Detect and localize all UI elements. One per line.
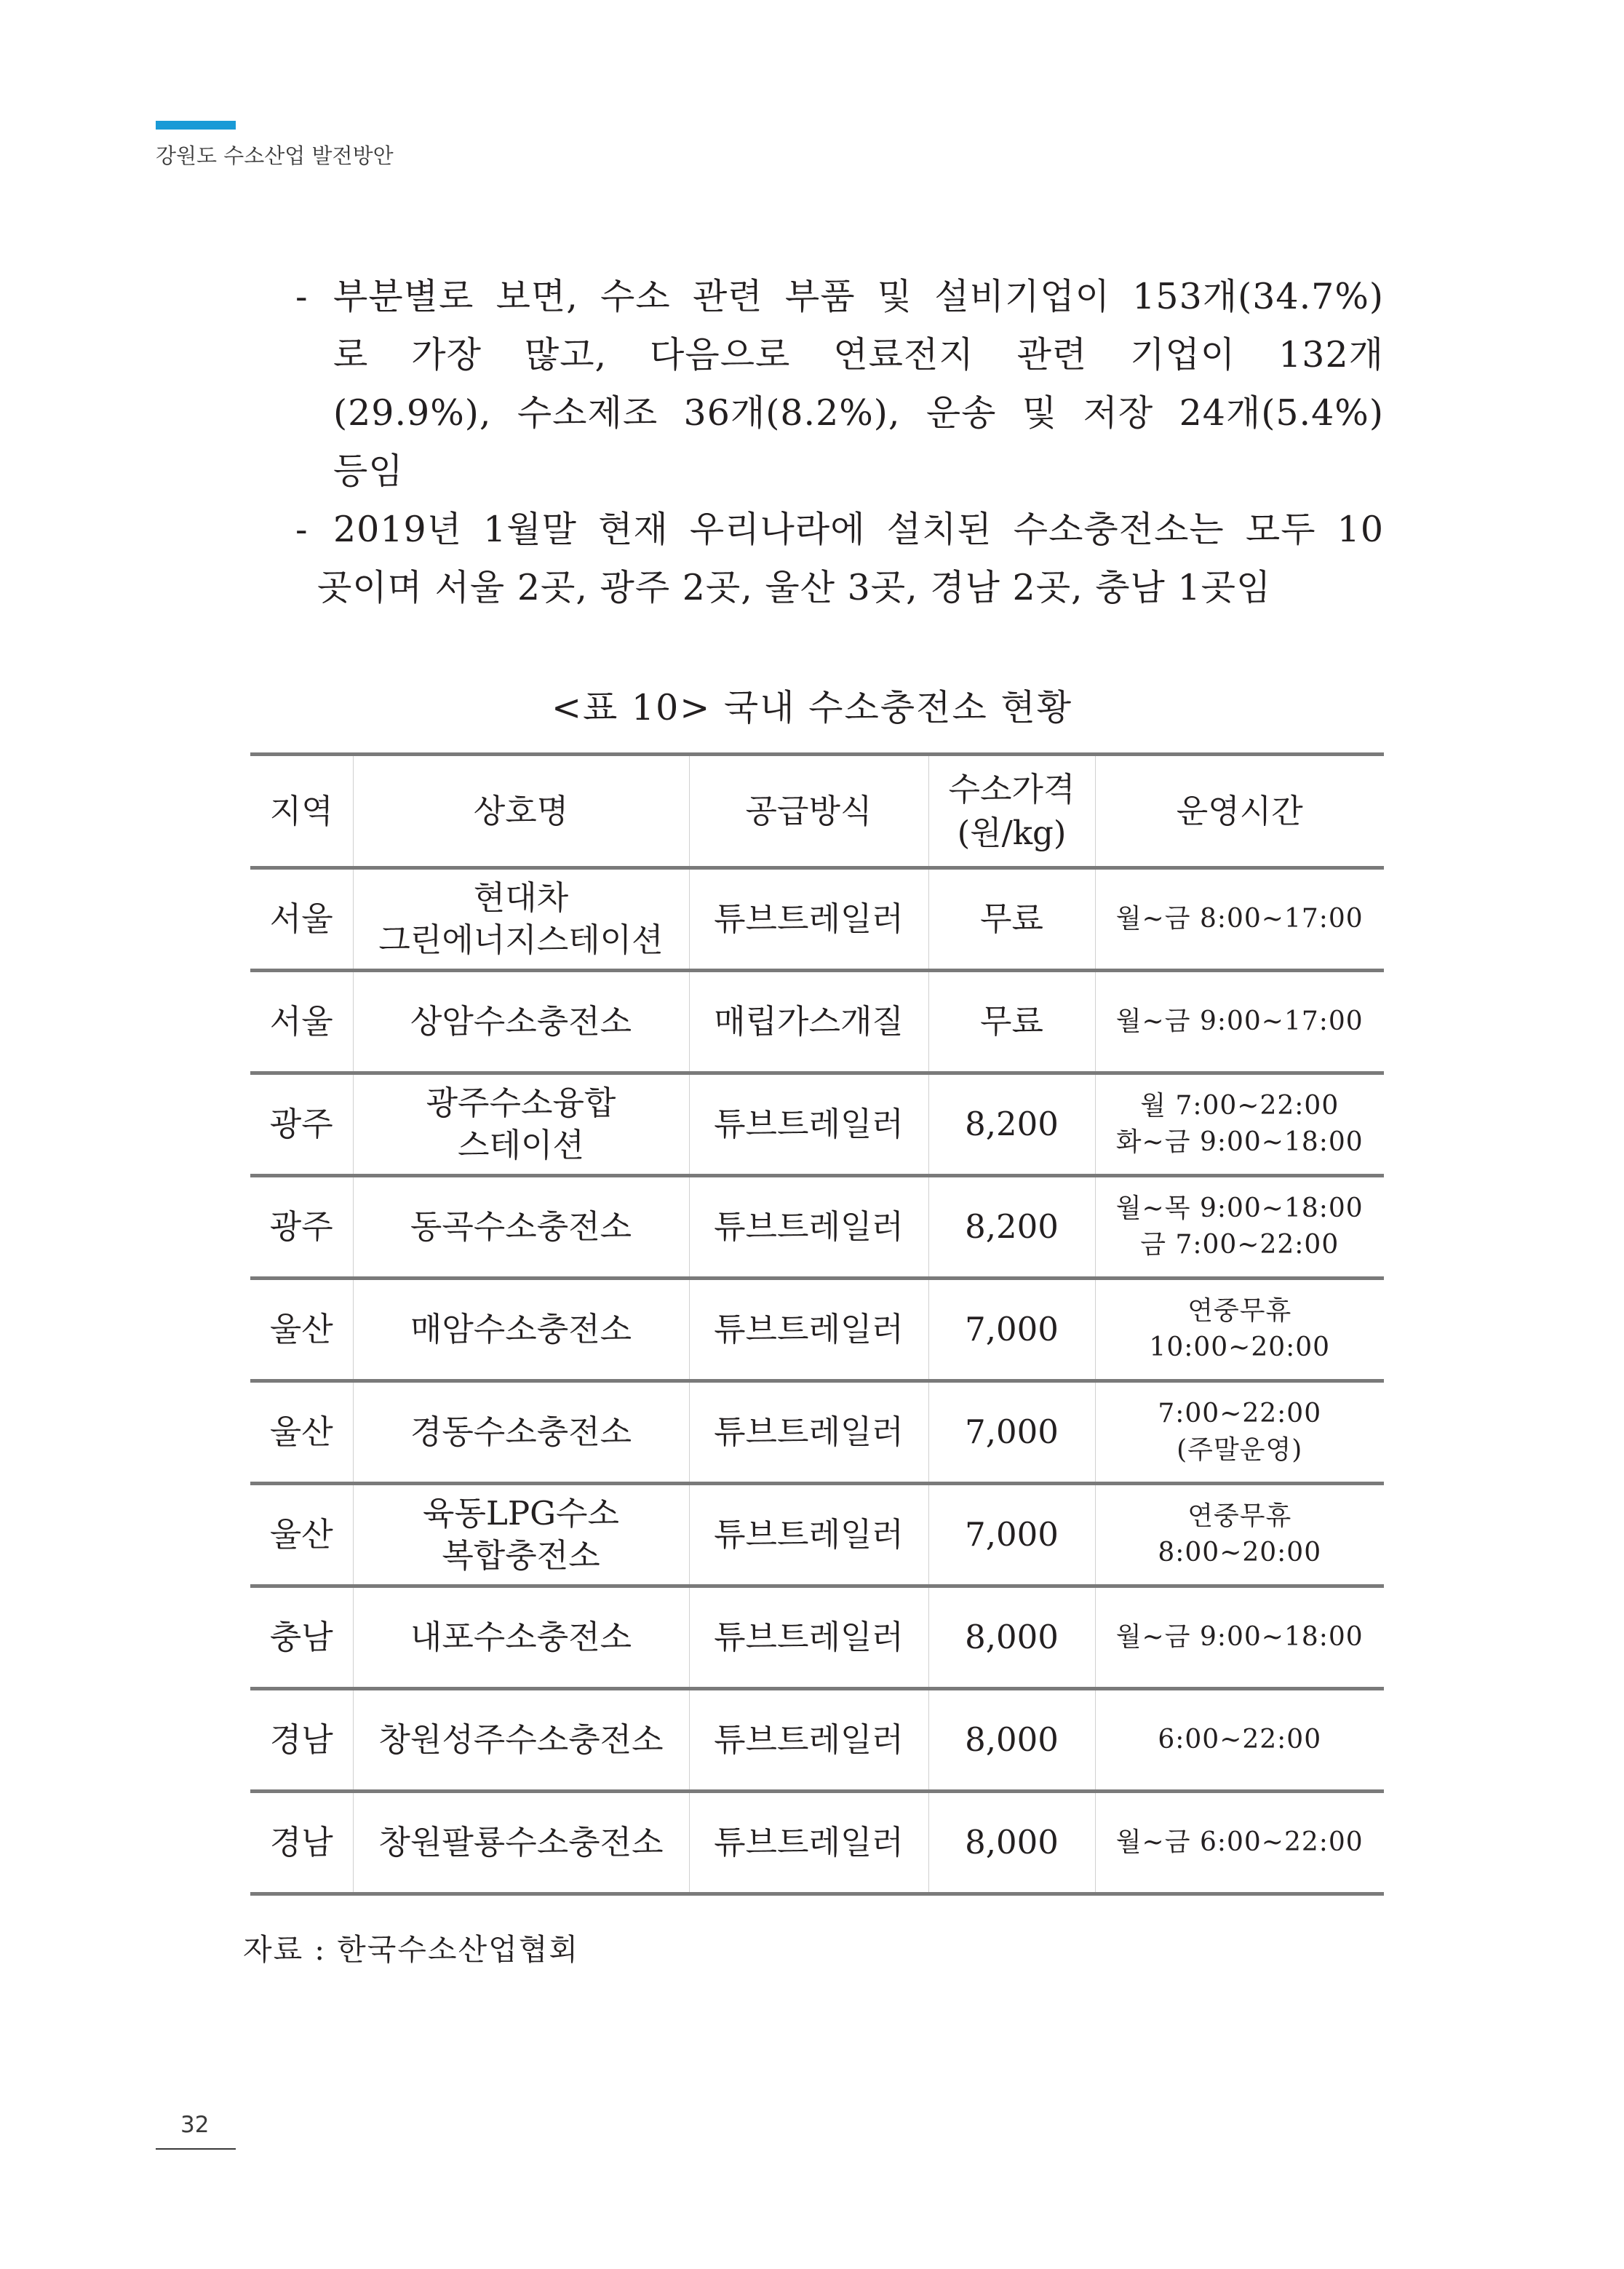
name-line: 육동LPG수소	[423, 1494, 619, 1533]
cell-station-name	[353, 1381, 689, 1484]
table-row	[250, 971, 1384, 1073]
cell-hours	[1095, 1381, 1384, 1484]
cell-hours	[1095, 1792, 1384, 1894]
cell-price: 7,000	[928, 1279, 1095, 1381]
cell-station-name	[353, 1484, 689, 1586]
cell-supply: 튜브트레일러	[689, 1484, 928, 1586]
hours-line: (주말운영)	[1177, 1435, 1303, 1465]
hours-line: 월~금 6:00~22:00	[1115, 1827, 1364, 1857]
bullet-body	[317, 501, 1384, 617]
cell-station-name	[353, 1689, 689, 1792]
footer-rule	[156, 2148, 236, 2150]
cell-hours	[1095, 1484, 1384, 1586]
cell-supply: 튜브트레일러	[689, 1279, 928, 1381]
cell-station-name	[353, 1792, 689, 1894]
cell-station-name	[353, 971, 689, 1073]
name-line: 광주수소융합	[426, 1084, 616, 1122]
hours-line: 월~목 9:00~18:00	[1115, 1193, 1364, 1223]
cell-hours	[1095, 868, 1384, 971]
cell-supply: 튜브트레일러	[689, 1176, 928, 1279]
header-region: 지역	[250, 755, 353, 868]
table-source-note: 자료 : 한국수소산업협회	[243, 1932, 579, 1967]
table-row	[250, 1279, 1384, 1381]
cell-price: 무료	[928, 971, 1095, 1073]
bullet-charging-stations	[295, 501, 1384, 617]
name-line: 창원성주수소충전소	[378, 1720, 664, 1759]
name-line: 복합충전소	[442, 1536, 600, 1575]
table-row	[250, 1792, 1384, 1894]
header-price-unit: (원/kg)	[957, 813, 1067, 852]
name-line: 현대차	[473, 878, 569, 917]
name-line: 경동수소충전소	[410, 1412, 632, 1451]
cell-hours	[1095, 1689, 1384, 1792]
cell-region: 경남	[250, 1689, 353, 1792]
header-accent-bar	[156, 121, 236, 130]
bullet-line: (29.9%), 수소제조 36개(8.2%), 운송 및 저장 24개(5.4%)	[333, 392, 1384, 434]
cell-station-name	[353, 1073, 689, 1176]
cell-region: 경남	[250, 1792, 353, 1894]
cell-station-name	[353, 1176, 689, 1279]
bullet-companies-by-sector	[295, 268, 1384, 501]
header-hours: 운영시간	[1095, 755, 1384, 868]
cell-region: 서울	[250, 971, 353, 1073]
cell-station-name	[353, 1279, 689, 1381]
hours-line: 화~금 9:00~18:00	[1115, 1127, 1364, 1157]
hours-line: 금 7:00~22:00	[1140, 1230, 1340, 1260]
cell-supply: 튜브트레일러	[689, 1689, 928, 1792]
hours-line: 월~금 8:00~17:00	[1115, 904, 1364, 934]
running-header: 강원도 수소산업 발전방안	[156, 143, 394, 168]
table-row	[250, 1484, 1384, 1586]
cell-supply: 튜브트레일러	[689, 1381, 928, 1484]
name-line: 창원팔룡수소충전소	[378, 1823, 664, 1861]
cell-supply: 매립가스개질	[689, 971, 928, 1073]
cell-region: 광주	[250, 1176, 353, 1279]
hours-line: 7:00~22:00	[1158, 1399, 1322, 1428]
bullet-line: 등임	[333, 450, 404, 492]
bullet-line: 부분별로 보면, 수소 관련 부품 및 설비기업이 153개(34.7%)	[333, 276, 1384, 317]
header-supply-method: 공급방식	[689, 755, 928, 868]
bullet-dash: -	[295, 509, 309, 550]
name-line: 그린에너지스테이션	[378, 921, 664, 959]
cell-station-name	[353, 1586, 689, 1689]
cell-price: 8,000	[928, 1792, 1095, 1894]
hours-line: 월~금 9:00~18:00	[1115, 1622, 1364, 1652]
cell-price: 7,000	[928, 1484, 1095, 1586]
hours-line: 8:00~20:00	[1158, 1538, 1322, 1567]
name-line: 스테이션	[458, 1126, 584, 1164]
cell-region: 울산	[250, 1484, 353, 1586]
hours-line: 월~금 9:00~17:00	[1115, 1006, 1364, 1036]
table-row	[250, 1689, 1384, 1792]
cell-supply: 튜브트레일러	[689, 1586, 928, 1689]
name-line: 매암수소충전소	[410, 1310, 632, 1348]
cell-hours	[1095, 1586, 1384, 1689]
cell-hours	[1095, 971, 1384, 1073]
bullet-line: 2019년 1월말 현재 우리나라에 설치된 수소충전소는 모두 10	[333, 509, 1384, 550]
table-row	[250, 868, 1384, 971]
name-line: 동곡수소충전소	[410, 1207, 632, 1246]
page-number: 32	[180, 2112, 210, 2138]
header-price-line: 수소가격	[948, 769, 1075, 808]
hours-line: 월 7:00~22:00	[1140, 1091, 1340, 1121]
cell-region: 울산	[250, 1279, 353, 1381]
cell-price: 8,000	[928, 1586, 1095, 1689]
cell-supply: 튜브트레일러	[689, 868, 928, 971]
hours-line: 연중무휴	[1187, 1501, 1292, 1531]
table-title: <표 10> 국내 수소충전소 현황	[551, 687, 1073, 728]
cell-supply: 튜브트레일러	[689, 1073, 928, 1176]
bullet-dash: -	[295, 276, 309, 317]
table-row	[250, 1381, 1384, 1484]
name-line: 상암수소충전소	[410, 1002, 632, 1041]
cell-price: 7,000	[928, 1381, 1095, 1484]
hours-line: 10:00~20:00	[1149, 1332, 1331, 1362]
cell-price: 8,200	[928, 1073, 1095, 1176]
header-station-name: 상호명	[353, 755, 689, 868]
name-line: 내포수소충전소	[410, 1618, 632, 1656]
bullet-line: 로 가장 많고, 다음으로 연료전지 관련 기업이 132개	[333, 334, 1384, 375]
cell-hours	[1095, 1176, 1384, 1279]
header-price	[928, 755, 1095, 868]
bullet-line: 곳이며 서울 2곳, 광주 2곳, 울산 3곳, 경남 2곳, 충남 1곳임	[317, 567, 1272, 608]
table-row	[250, 1073, 1384, 1176]
table-row	[250, 1176, 1384, 1279]
cell-hours	[1095, 1073, 1384, 1176]
cell-price: 8,200	[928, 1176, 1095, 1279]
cell-region: 충남	[250, 1586, 353, 1689]
cell-region: 울산	[250, 1381, 353, 1484]
cell-supply: 튜브트레일러	[689, 1792, 928, 1894]
cell-hours	[1095, 1279, 1384, 1381]
table-header-row	[250, 755, 1384, 868]
bullet-body	[333, 268, 1384, 501]
table-row	[250, 1586, 1384, 1689]
hours-line: 연중무휴	[1187, 1296, 1292, 1326]
charging-station-table	[250, 752, 1384, 1896]
cell-region: 서울	[250, 868, 353, 971]
cell-price: 8,000	[928, 1689, 1095, 1792]
hours-line: 6:00~22:00	[1158, 1725, 1322, 1755]
cell-station-name	[353, 868, 689, 971]
cell-price: 무료	[928, 868, 1095, 971]
cell-region: 광주	[250, 1073, 353, 1176]
